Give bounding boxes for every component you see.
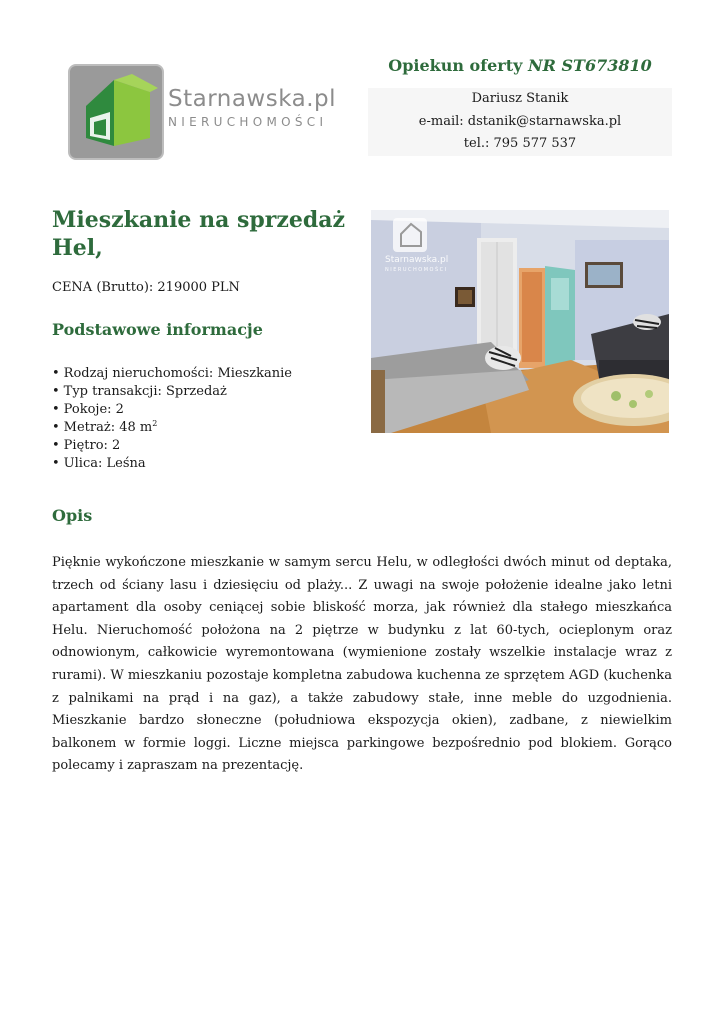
watermark-subtitle: NIERUCHOMOŚCI xyxy=(385,267,448,273)
logo-emblem xyxy=(68,64,164,160)
listing-price: CENA (Brutto): 219000 PLN xyxy=(52,280,240,295)
area-unit-exponent: 2 xyxy=(152,418,158,428)
basic-info-list xyxy=(52,365,292,472)
house-icon xyxy=(70,66,162,158)
watermark-name: Starnawska.pl xyxy=(385,255,449,265)
description-heading: Opis xyxy=(52,506,93,525)
list-item: • Rodzaj nieruchomości: Mieszkanie xyxy=(52,365,292,383)
listing-title: Mieszkanie na sprzedaż Hel, xyxy=(52,207,345,261)
logo-name: Starnawska.pl xyxy=(168,86,337,112)
listing-photo[interactable] xyxy=(371,210,669,433)
agent-name: Dariusz Stanik xyxy=(471,91,569,106)
list-item: • Ulica: Leśna xyxy=(52,455,292,473)
agent-phone[interactable]: tel.: 795 577 537 xyxy=(463,136,577,151)
list-item xyxy=(52,419,292,437)
offer-agent-title xyxy=(368,56,672,75)
logo-subtitle: NIERUCHOMOŚCI xyxy=(168,115,328,129)
area-value: Metraż: 48 m xyxy=(63,419,153,435)
offer-number: NR ST673810 xyxy=(527,56,652,75)
agent-title-prefix: Opiekun oferty xyxy=(388,56,523,75)
room-photo-illustration xyxy=(371,210,669,433)
list-item: • Typ transakcji: Sprzedaż xyxy=(52,383,292,401)
agent-contact-box xyxy=(368,88,672,156)
agent-email[interactable]: e-mail: dstanik@starnawska.pl xyxy=(418,113,622,129)
list-item: • Piętro: 2 xyxy=(52,437,292,455)
list-item: • Pokoje: 2 xyxy=(52,401,292,419)
basic-info-heading: Podstawowe informacje xyxy=(52,320,263,339)
company-logo xyxy=(68,64,338,162)
description-text: Pięknie wykończone mieszkanie w samym sercu Helu, w odległości dwóch minut od deptaka, trzech od ściany lasu i dziesięciu od plaży... Z uwagi na swoje położenie idealne jako letni apartament dla osoby ceniącej sobie bliskość morza, jak również dla stałego mieszkańca Helu. Nieruchomość położona na 2 piętrze w budynku z lat 60-tych, ocieplonym oraz odnowionym, całkowicie wyremontowana (wymienione zostały wszelkie instalacje wraz z rurami). W mieszkaniu pozostaje kompletna zabudowa kuchenna ze sprzętem AGD (kuchenka z palnikami na prąd i na gaz), a także zabudowy stałe, inne meble do uzgodnienia. Mieszkanie bardzo słoneczne (południowa ekspozycja okien), zadbane, z niewielkim balkonem w formie loggi. Liczne miejsca parkingowe bezpośrednio pod blokiem. Gorąco polecamy i zapraszam na prezentację. xyxy=(52,555,672,774)
